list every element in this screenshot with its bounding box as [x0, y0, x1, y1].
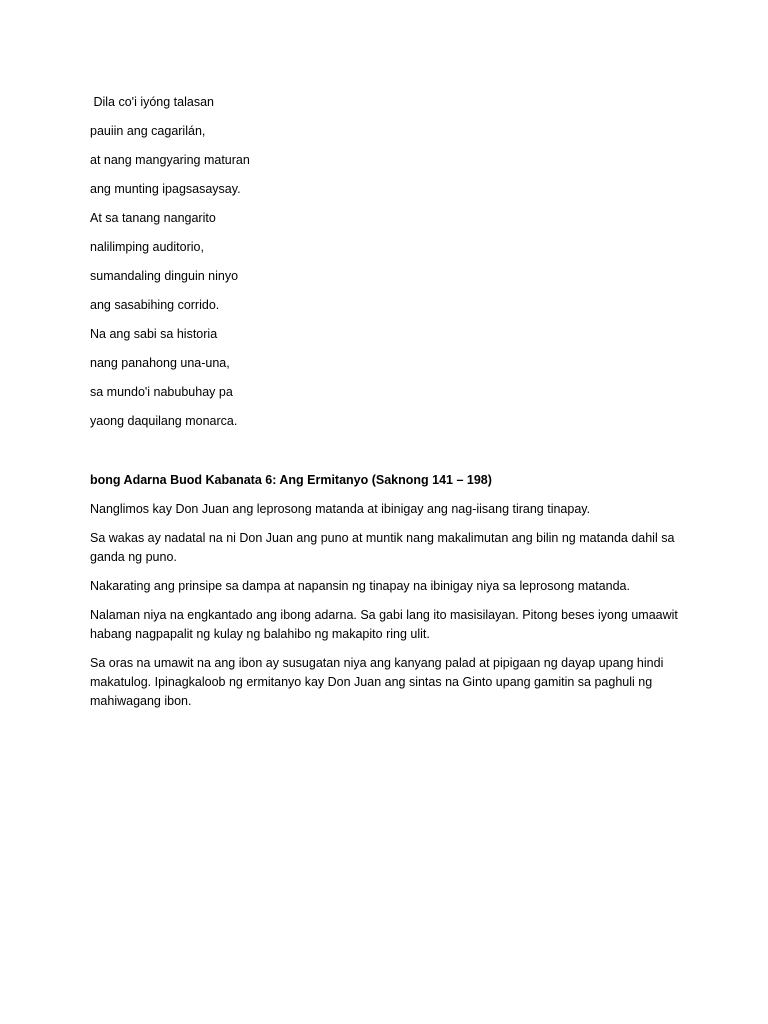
summary-paragraph: Nakarating ang prinsipe sa dampa at napansin ng tinapay na ibinigay niya sa leprosong matanda. — [90, 579, 630, 593]
summary-paragraph: Nalaman niya na engkantado ang ibong adarna. Sa gabi lang ito masisilayan. Pitong beses iyong umaawit habang nagpapalit ng kulay ng balahibo ng makapito ring ulit. — [90, 608, 678, 641]
verse-line: ang sasabihing corrido. — [90, 298, 220, 312]
summary-paragraph: Sa wakas ay nadatal na ni Don Juan ang puno at muntik nang makalimutan ang bilin ng matanda dahil sa ganda ng puno. — [90, 531, 675, 564]
verse-line: Dila co'i iyóng talasan — [90, 95, 214, 109]
verse-line: pauiin ang cagarilán, — [90, 124, 206, 138]
verse-line: sa mundo'i nabubuhay pa — [90, 385, 233, 399]
verse-line: sumandaling dinguin ninyo — [90, 269, 239, 283]
verse-line: yaong daquilang monarca. — [90, 414, 238, 428]
verse-line: Na ang sabi sa historia — [90, 327, 218, 341]
verse-line: At sa tanang nangarito — [90, 211, 216, 225]
verse-line: nalilimping auditorio, — [90, 240, 204, 254]
verse-line: at nang mangyaring maturan — [90, 153, 250, 167]
section-heading: bong Adarna Buod Kabanata 6: Ang Ermitanyo (Saknong 141 – 198) — [90, 473, 492, 487]
summary-paragraph: Sa oras na umawit na ang ibon ay susugatan niya ang kanyang palad at pipigaan ng dayap upang hindi makatulog. Ipinagkaloob ng ermitanyo kay Don Juan ang sintas na Ginto upang gamitin sa paghuli ng mahiwagang ibon. — [90, 656, 664, 708]
chapter-summary-section — [90, 471, 690, 721]
verse-block — [90, 93, 690, 441]
summary-paragraph: Nanglimos kay Don Juan ang leprosong matanda at ibinigay ang nag-iisang tirang tinapay. — [90, 502, 591, 516]
verse-line: nang panahong una-una, — [90, 356, 230, 370]
verse-line: ang munting ipagsasaysay. — [90, 182, 241, 196]
